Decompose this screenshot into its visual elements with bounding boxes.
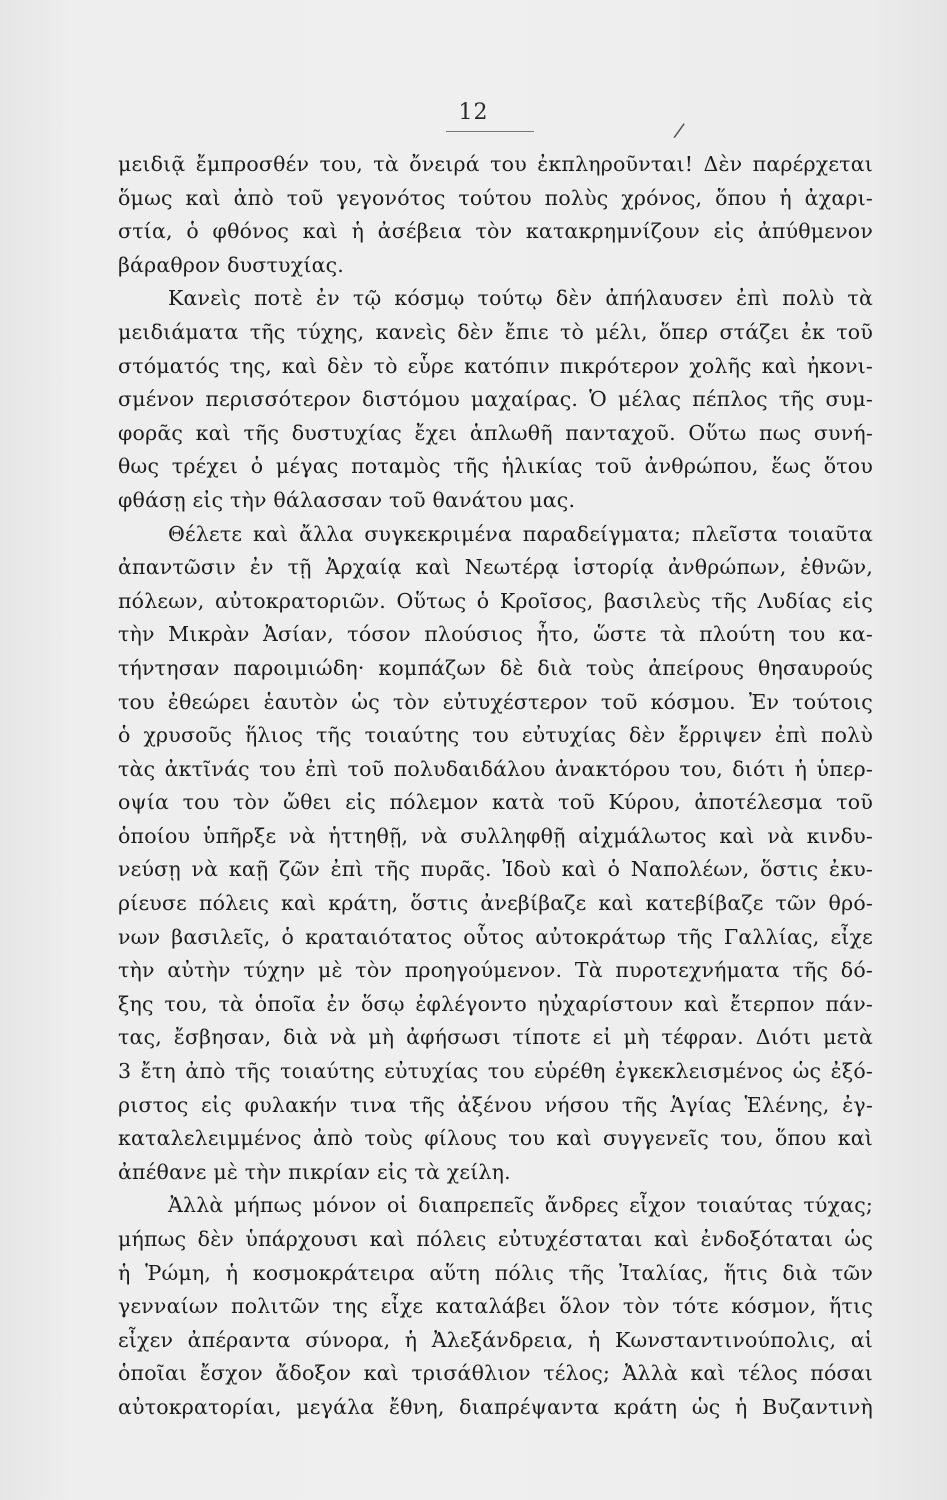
text-line: μήπως δὲν ὑπάρχουσι καὶ πόλεις εὐτυχέσταται καὶ ἐνδοξόταται ὡς	[118, 1227, 873, 1251]
text-line: νων βασιλεῖς, ὁ κραταιότατος οὗτος αὐτοκράτωρ τῆς Γαλλίας, εἶχε	[118, 924, 873, 949]
text-line: ὁποίου ὑπῆρξε νὰ ἡττηθῇ, νὰ συλληφθῇ αἰχμάλωτος καὶ νὰ κινδυ-	[118, 823, 873, 848]
text-line: ὁ χρυσοῦς ἥλιος τῆς τοιαύτης του εὐτυχίας δὲν ἔρριψεν ἐπὶ πολὺ	[118, 723, 873, 748]
text-line: τὰς ἀκτῖνάς του ἐπὶ τοῦ πολυδαιδάλου ἀνακτόρου του, διότι ἡ ὑπερ-	[118, 756, 873, 781]
page-number-rule	[446, 131, 534, 132]
text-line: ἀπέθανε μὲ τὴν πικρίαν εἰς τὰ χείλη.	[118, 1159, 511, 1184]
text-line: ριστος εἰς φυλακήν τινα τῆς ἀξένου νήσου τῆς Ἁγίας Ἑλένης, ἐγ-	[118, 1092, 873, 1117]
text-line: βάραθρον δυστυχίας.	[118, 252, 345, 277]
text-line: Κανεὶς ποτὲ ἐν τῷ κόσμῳ τούτῳ δὲν ἀπήλαυσεν ἐπὶ πολὺ τὰ	[168, 286, 873, 311]
text-line: Ἀλλὰ μήπως μόνον οἱ διαπρεπεῖς ἄνδρες εἶχον τοιαύτας τύχας;	[168, 1193, 873, 1218]
text-line: στόματός της, καὶ δὲν τὸ εὗρε κατόπιν πικρότερον χολῆς καὶ ἠκονι-	[118, 353, 873, 378]
text-line: ρίευσε πόλεις καὶ κράτη, ὅστις ἀνεβίβαζε καὶ κατεβίβαζε τῶν θρό-	[118, 891, 873, 916]
text-line: καταλελειμμένος ἀπὸ τοὺς φίλους του καὶ συγγενεῖς του, ὅπου καὶ	[118, 1126, 873, 1151]
stray-ink-mark: /	[672, 117, 687, 143]
text-line: τὴν αὐτὴν τύχην μὲ τὸν προηγούμενον. Τὰ πυροτεχνήματα τῆς δό-	[118, 958, 873, 983]
text-line: αὐτοκρατορίαι, μεγάλα ἔθνη, διαπρέψαντα κράτη ὡς ἡ Βυζαντινὴ	[118, 1394, 873, 1419]
text-line: ἀπαντῶσιν ἐν τῇ Ἀρχαίᾳ καὶ Νεωτέρᾳ ἱστορίᾳ ἀνθρώπων, ἐθνῶν,	[118, 555, 873, 580]
text-line: φορᾶς καὶ τῆς δυστυχίας ἔχει ἁπλωθῆ πανταχοῦ. Οὕτω πως συνή-	[118, 420, 873, 445]
text-line: ἡ Ῥώμη, ἡ κοσμοκράτειρα αὕτη πόλις τῆς Ἰταλίας, ἥτις διὰ τῶν	[118, 1260, 873, 1285]
text-line: μειδιάματα τῆς τύχης, κανεὶς δὲν ἔπιε τὸ μέλι, ὅπερ στάζει ἐκ τοῦ	[118, 319, 873, 344]
text-line: φθάσῃ εἰς τὴν θάλασσαν τοῦ θανάτου μας.	[118, 487, 576, 512]
text-line: 3 ἔτη ἀπὸ τῆς τοιαύτης εὐτυχίας του εὑρέθη ἐγκεκλεισμένος ὡς ἐξό-	[118, 1059, 873, 1084]
text-line: του ἐθεώρει ἑαυτὸν ὡς τὸν εὐτυχέστερον τοῦ κόσμου. Ἐν τούτοις	[118, 689, 873, 714]
text-line: γενναίων πολιτῶν της εἶχε καταλάβει ὅλον τὸν τότε κόσμον, ἥτις	[118, 1294, 873, 1319]
text-line: μειδιᾷ ἔμπροσθέν του, τὰ ὄνειρά του ἐκπληροῦνται! Δὲν παρέρχεται	[118, 152, 873, 176]
text-line: στία, ὁ φθόνος καὶ ἡ ἀσέβεια τὸν κατακρημνίζουν εἰς ἀπύθμενον	[118, 219, 873, 244]
text-line: ὁποῖαι ἔσχον ἄδοξον καὶ τρισάθλιον τέλος; Ἀλλὰ καὶ τέλος πόσαι	[118, 1361, 873, 1386]
text-line: εἶχεν ἀπέραντα σύνορα, ἡ Ἀλεξάνδρεια, ἡ Κωνσταντινούπολις, αἱ	[118, 1327, 873, 1352]
text-line: τήντησαν παροιμιώδη· κομπάζων δὲ διὰ τοὺς ἀπείρους θησαυρούς	[118, 655, 873, 680]
page-number: 12	[458, 100, 489, 125]
text-line: θως τρέχει ὁ μέγας ποταμὸς τῆς ἡλικίας τοῦ ἀνθρώπου, ἕως ὅτου	[118, 454, 873, 479]
text-line: ξης του, τὰ ὁποῖα ἐν ὅσῳ ἐφλέγοντο ηὐχαρίστουν καὶ ἔτερπον πάν-	[118, 991, 873, 1016]
body-text	[118, 148, 873, 1425]
text-line: νεύσῃ νὰ καῇ ζῶν ἐπὶ τῆς πυρᾶς. Ἰδοὺ καὶ ὁ Ναπολέων, ὅστις ἐκυ-	[118, 857, 873, 882]
text-line: τὴν Μικρὰν Ἀσίαν, τόσον πλούσιος ἦτο, ὥστε τὰ πλούτη του κα-	[118, 622, 873, 647]
text-line: πόλεων, αὐτοκρατοριῶν. Οὕτως ὁ Κροῖσος, βασιλεὺς τῆς Λυδίας εἰς	[118, 588, 873, 613]
text-line: οψία του τὸν ὤθει εἰς πόλεμον κατὰ τοῦ Κύρου, ἀποτέλεσμα τοῦ	[118, 790, 873, 815]
text-line: ὅμως καὶ ἀπὸ τοῦ γεγονότος τούτου πολὺς χρόνος, ὅπου ἡ ἀχαρι-	[118, 185, 873, 210]
text-line: Θέλετε καὶ ἄλλα συγκεκριμένα παραδείγματα; πλεῖστα τοιαῦτα	[168, 521, 873, 546]
text-line: σμένον περισσότερον διστόμου μαχαίρας. Ὁ μέλας πέπλος τῆς συμ-	[118, 387, 873, 412]
text-line: τας, ἔσβησαν, διὰ νὰ μὴ ἀφήσωσι τίποτε εἰ μὴ τέφραν. Διότι μετὰ	[118, 1025, 873, 1050]
